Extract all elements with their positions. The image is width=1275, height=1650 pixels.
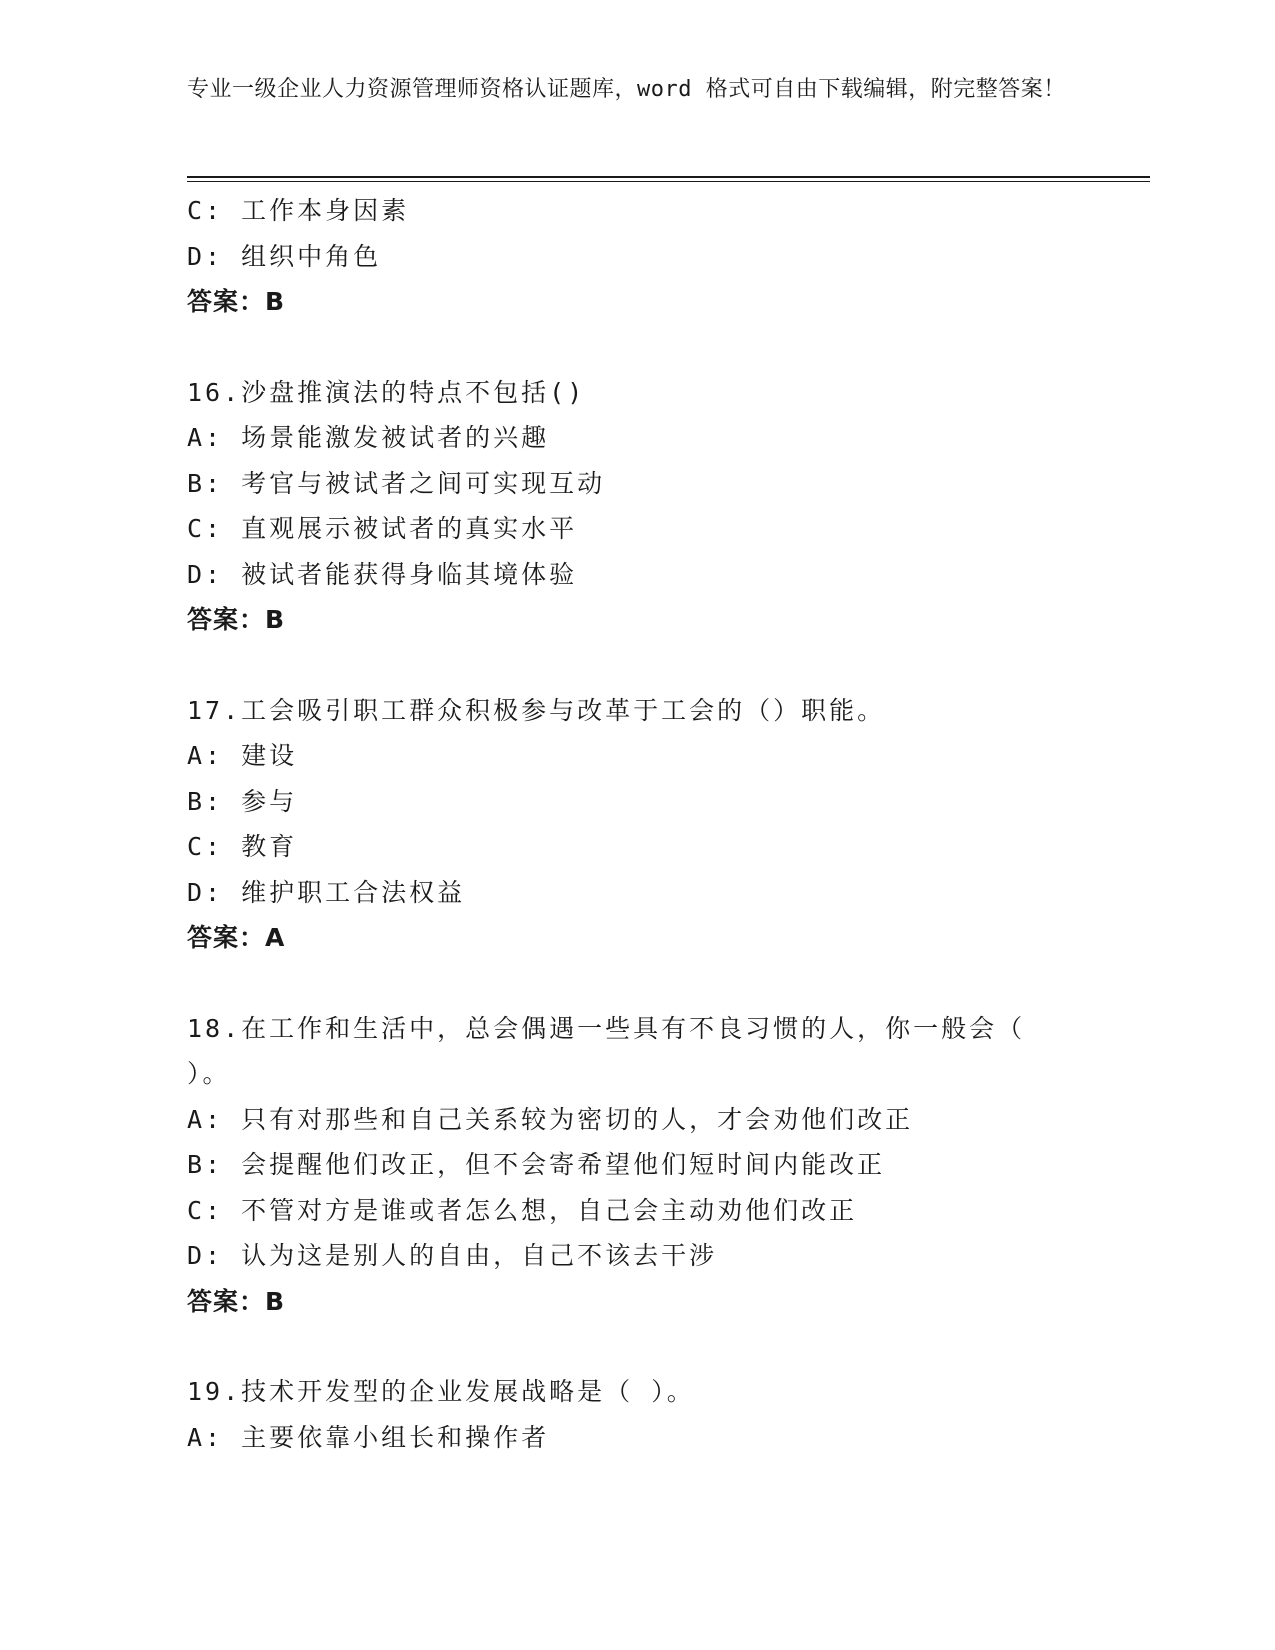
question-list [187,188,1107,1460]
option-a: A: 建设 [187,741,298,770]
question-spacer [187,1324,1107,1369]
option-d: D: 被试者能获得身临其境体验 [187,559,578,589]
question-spacer [187,325,1107,370]
document-header: 专业一级企业人力资源管理师资格认证题库，word 格式可自由下载编辑，附完整答案！ [187,77,1066,102]
option-d: D: 认为这是别人的自由，自己不该去干涉 [187,1241,718,1270]
header-divider-thin [187,181,1150,182]
question-17 [187,688,1107,961]
option-d: D: 维护职工合法权益 [187,877,466,907]
answer-line: 答案：B [187,287,286,316]
question-stem-line-2: ）。 [187,1059,231,1088]
question-stem: 16.沙盘推演法的特点不包括() [187,377,586,407]
question-stem: 17.工会吸引职工群众积极参与改革于工会的（）职能。 [187,695,886,725]
option-c: C: 工作本身因素 [187,196,410,225]
question-spacer [187,643,1107,688]
question-16 [187,370,1107,643]
answer-line: 答案：A [187,923,286,952]
option-b: B: 参与 [187,786,298,816]
question-spacer [187,961,1107,1006]
option-a: A: 场景能激发被试者的兴趣 [187,423,550,452]
option-c: C: 教育 [187,832,298,861]
question-stem: 19.技术开发型的企业发展战略是（ ）。 [187,1377,695,1406]
option-a: A: 只有对那些和自己关系较为密切的人，才会劝他们改正 [187,1104,914,1134]
question-stem-line-1: 18.在工作和生活中，总会偶遇一些具有不良习惯的人，你一般会（ [187,1013,1026,1043]
option-c: C: 不管对方是谁或者怎么想，自己会主动劝他们改正 [187,1195,858,1225]
option-c: C: 直观展示被试者的真实水平 [187,514,578,543]
answer-line: 答案：B [187,605,286,634]
option-d: D: 组织中角色 [187,241,382,271]
question-15-tail [187,188,1107,325]
option-a: A: 主要依靠小组长和操作者 [187,1422,550,1452]
header-divider-thick [187,176,1150,178]
option-b: B: 考官与被试者之间可实现互动 [187,468,606,498]
question-18 [187,1006,1107,1325]
option-b: B: 会提醒他们改正，但不会寄希望他们短时间内能改正 [187,1150,886,1179]
question-19 [187,1369,1107,1460]
answer-line: 答案：B [187,1286,286,1316]
